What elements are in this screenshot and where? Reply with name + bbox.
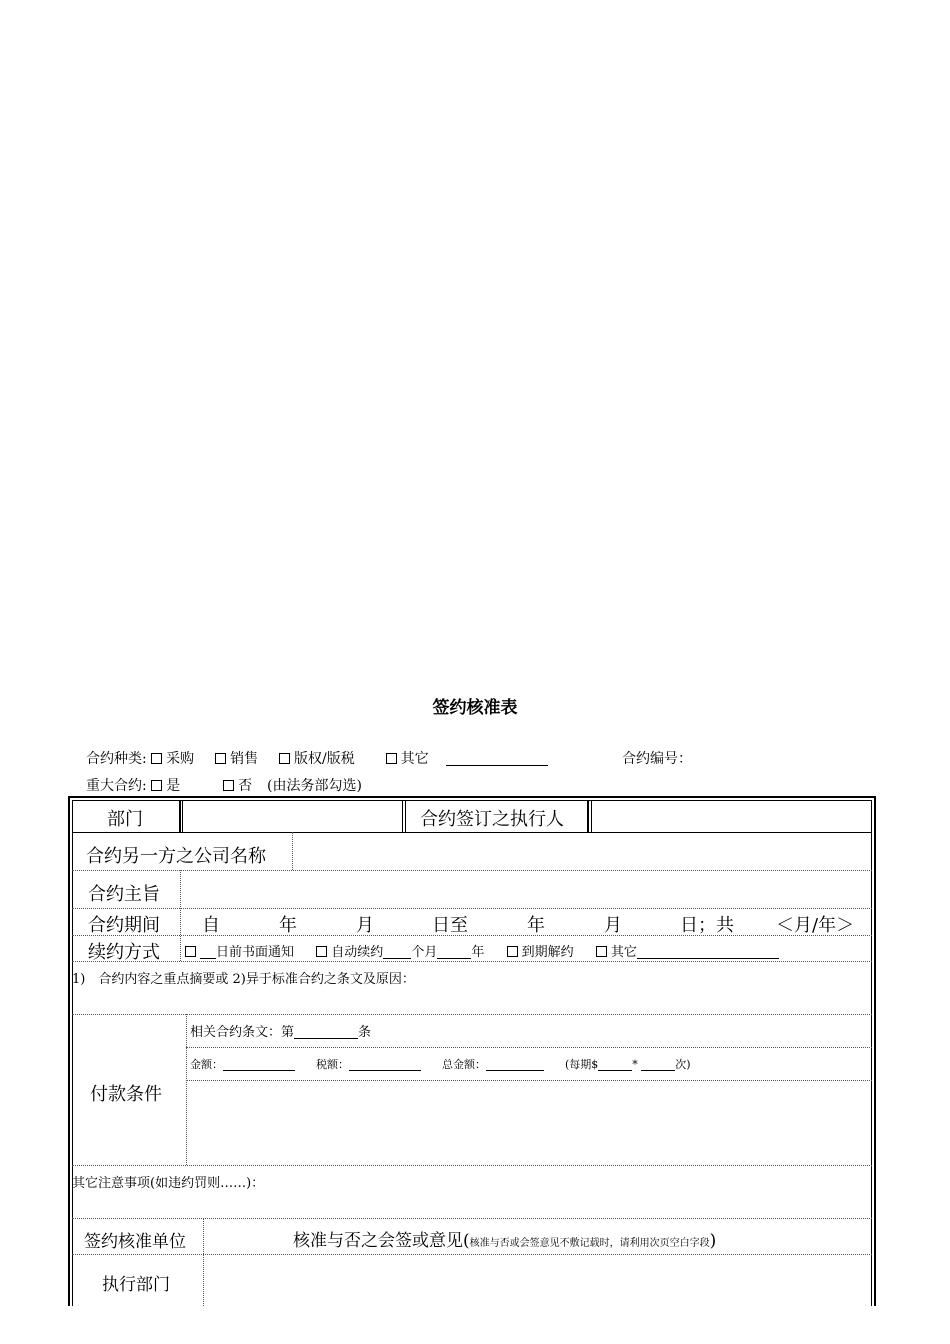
auto-renew-year-unit: 年 [471,945,485,960]
contract-type-row [86,748,548,768]
period-from: 自 [202,915,220,936]
purpose-label: 合约主旨 [88,884,160,905]
contract-no-label: 合约编号： [622,751,692,767]
payment-notes-field[interactable] [190,1083,868,1163]
other-type-blank[interactable] [446,751,548,766]
checkbox-major-yes[interactable] [151,780,162,791]
exec-dept-opinion-field[interactable] [207,1257,868,1303]
approval-opinion-header [293,1226,716,1251]
installment-times: * [632,1058,638,1071]
option-copyright: 版权/版税 [293,751,355,767]
auto-renew-label: 自动续约 [331,945,384,960]
auto-renew-months-blank[interactable] [383,944,411,959]
installment-count-blank[interactable] [641,1056,675,1071]
total-label: 总金额： [442,1058,486,1071]
tax-blank[interactable] [349,1056,421,1071]
period-label: 合约期间 [88,915,160,936]
major-contract-label: 重大合约: [86,778,147,794]
renewal-other-blank[interactable] [637,944,779,959]
approval-opinion-close: ) [709,1231,717,1251]
major-note: (由法务部勾选) [266,778,362,794]
checkbox-purchase[interactable] [151,753,162,764]
period-day-to: 日至 [432,915,468,936]
period-day-total: 日；共 [680,915,734,936]
auto-renew-month-unit: 个月 [411,945,438,960]
installment-amount-blank[interactable] [598,1056,632,1071]
dept-label: 部门 [107,809,143,830]
exec-dept-label: 执行部门 [102,1275,170,1295]
dept-field[interactable] [186,802,398,830]
notice-days-blank[interactable] [200,944,216,959]
renewal-other-label: 其它 [610,945,637,960]
summary-label: 1) 合约内容之重点摘要或 2)异于标准合约之条文及原因： [72,972,415,987]
checkbox-expire[interactable] [507,946,518,957]
clause-suffix: 条 [358,1025,372,1040]
approval-opinion-label: 核准与否之会签或意见( [293,1231,470,1251]
option-sales: 销售 [230,751,259,767]
executor-field[interactable] [596,802,868,830]
checkbox-auto-renew[interactable] [316,946,327,957]
major-no-label: 否 [238,778,253,794]
renewal-label: 续约方式 [88,942,160,963]
approval-opinion-note: 核准与否或会签意见不敷记载时，请利用次页空白字段 [469,1238,710,1249]
amount-label: 金额： [190,1058,223,1071]
counterparty-field[interactable] [296,834,868,868]
total-blank[interactable] [486,1056,544,1071]
clause-prefix: 相关合约条文：第 [190,1025,295,1040]
renewal-notice-label: 日前书面通知 [216,945,295,960]
form-title: 签约核准表 [432,698,518,718]
amount-blank[interactable] [223,1056,295,1071]
period-unit: ＜月/年＞ [776,915,855,936]
checkbox-copyright[interactable] [279,753,290,764]
tax-label: 税额： [316,1058,349,1071]
notes-field[interactable] [74,1190,868,1216]
approval-unit-label: 签约核准单位 [84,1232,186,1252]
payment-label: 付款条件 [90,1084,162,1105]
auto-renew-years-blank[interactable] [437,944,471,959]
checkbox-renewal-other[interactable] [596,946,607,957]
executor-label: 合约签订之执行人 [420,809,564,830]
period-month-2: 月 [604,915,622,936]
renewal-options [185,941,779,960]
checkbox-renewal-notice[interactable] [185,946,196,957]
expire-label: 到期解约 [521,945,574,960]
checkbox-major-no[interactable] [223,780,234,791]
checkbox-other-type[interactable] [386,753,397,764]
purpose-field[interactable] [184,872,868,906]
clause-number-blank[interactable] [294,1024,358,1039]
major-yes-label: 是 [166,778,181,794]
period-year-1: 年 [279,915,297,936]
clause-row [190,1021,371,1040]
contract-type-label: 合约种类: [86,751,147,767]
option-other-type: 其它 [400,751,429,767]
period-month-1: 月 [356,915,374,936]
amount-row [190,1056,691,1072]
counterparty-label: 合约另一方之公司名称 [86,846,266,867]
installment-prefix: (每期$ [565,1058,599,1071]
period-year-2: 年 [527,915,545,936]
notes-label: 其它注意事项(如违约罚则……)： [72,1176,265,1191]
major-contract-row [86,775,362,795]
summary-field[interactable] [74,986,868,1012]
checkbox-sales[interactable] [215,753,226,764]
option-purchase: 采购 [166,751,195,767]
installment-suffix: 次) [675,1058,691,1071]
